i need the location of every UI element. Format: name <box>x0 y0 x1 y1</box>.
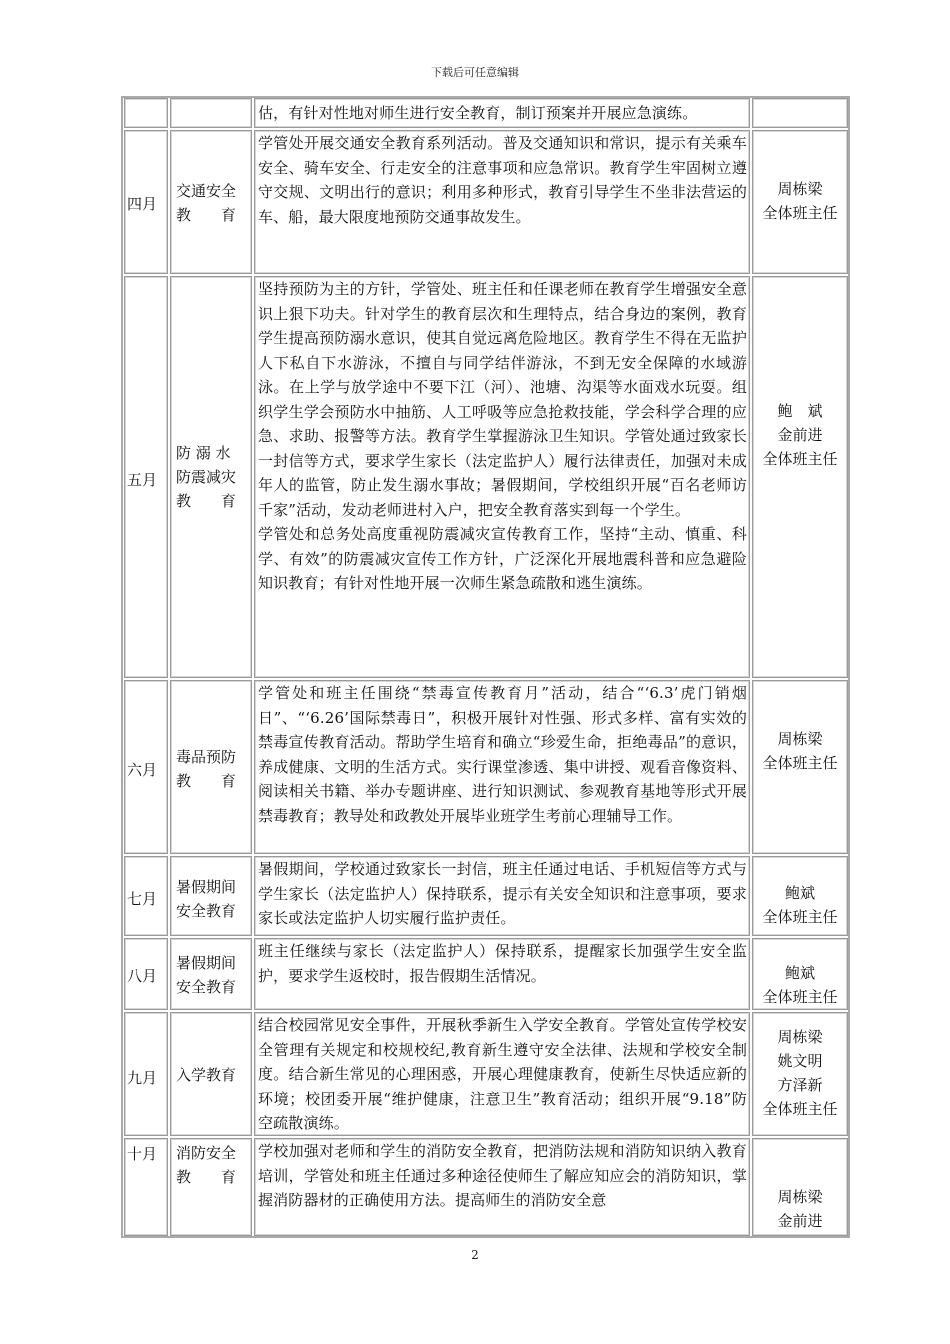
content-cell <box>254 1138 750 1236</box>
responsible-person: 金前进 <box>777 426 823 444</box>
responsible-cell <box>752 98 848 128</box>
responsible-cell <box>752 130 848 274</box>
table-row <box>124 856 848 936</box>
responsible-list <box>753 1025 847 1121</box>
page-number: 2 <box>471 1248 479 1262</box>
topic-cell <box>170 680 252 854</box>
responsible-list <box>753 399 847 471</box>
table-row <box>124 130 848 274</box>
month-label: 四月 <box>127 195 158 213</box>
table-row <box>124 98 848 128</box>
topic-label: 消防安全 教 育 <box>176 1144 237 1186</box>
responsible-person: 周栋梁 <box>777 180 823 198</box>
month-label: 九月 <box>127 1069 158 1087</box>
content-cell <box>254 680 750 854</box>
month-cell <box>124 856 168 936</box>
responsible-person: 鲍 斌 <box>777 402 823 420</box>
page-header: 下载后可任意编辑 <box>431 66 519 79</box>
responsible-cell <box>752 276 848 678</box>
month-cell <box>124 276 168 678</box>
content-paragraph: 班主任继续与家长（法定监护人）保持联系，提醒家长加强学生安全监护，要求学生返校时，报告假期生活情况。 <box>258 942 747 985</box>
content-paragraph: 学校加强对老师和学生的消防安全教育，把消防法规和消防知识纳入教育培训，学管处和班主任通过多种途径使师生了解应知应会的消防知识，掌握消防器材的正确使用方法。提高师生的消防安全意 <box>258 1142 747 1209</box>
content-text <box>258 857 747 931</box>
table-row <box>124 1138 848 1236</box>
responsible-person: 全体班主任 <box>762 908 838 926</box>
topic-label: 暑假期间 安全教育 <box>176 878 237 920</box>
content-text <box>258 1139 747 1213</box>
topic-label: 毒品预防 教 育 <box>176 748 237 790</box>
topic-cell <box>170 856 252 936</box>
responsible-list <box>753 177 847 225</box>
responsible-cell <box>752 680 848 854</box>
responsible-list <box>753 1185 847 1233</box>
responsible-cell <box>752 856 848 936</box>
content-cell <box>254 1012 750 1136</box>
month-cell <box>124 98 168 128</box>
content-paragraph: 学管处开展交通安全教育系列活动。普及交通知识和常识，提示有关乘车安全、骑车安全、行走安全的注意事项和应急常识。教育学生牢固树立遵守交规、文明出行的意识；利用多种形式，教育引导学生不坐非法营运的车、船，最大限度地预防交通事故发生。 <box>258 134 747 226</box>
responsible-list <box>753 727 847 775</box>
content-text <box>258 939 747 988</box>
responsible-person: 方泽新 <box>777 1076 823 1094</box>
responsible-person: 周栋梁 <box>777 730 823 748</box>
month-cell <box>124 1138 168 1236</box>
topic-cell <box>170 98 252 128</box>
month-label: 六月 <box>127 761 158 779</box>
responsible-person: 全体班主任 <box>762 450 838 468</box>
topic-label: 入学教育 <box>176 1066 237 1084</box>
content-paragraph: 学管处和总务处高度重视防震减灾宣传教育工作，坚持“主动、慎重、科学、有效”的防震减灾宣传工作方针，广泛深化开展地震科普和应急避险知识教育；有针对性地开展一次师生紧急疏散和逃生演练。 <box>258 525 747 592</box>
content-paragraph: 估，有针对性地对师生进行安全教育，制订预案并开展应急演练。 <box>258 104 698 122</box>
content-text <box>258 101 747 126</box>
content-text <box>258 681 747 828</box>
topic-label: 交通安全 教 育 <box>176 182 237 224</box>
topic-cell <box>170 130 252 274</box>
content-paragraph: 学管处和班主任围绕“禁毒宣传教育月”活动，结合“‘6.3’虎门销烟日”、“‘6.26’国际禁毒日”，积极开展针对性强、形式多样、富有实效的禁毒宣传教育活动。帮助学生培育和确立“珍爱生命，拒绝毒品”的意识，养成健康、文明的生活方式。实行课堂渗透、集中讲授、观看音像资料、阅读相关书籍、举办专题讲座、进行知识测试、参观教育基地等形式开展禁毒教育；教导处和政教处开展毕业班学生考前心理辅导工作。 <box>258 684 747 825</box>
responsible-person: 全体班主任 <box>762 1100 838 1118</box>
month-label: 五月 <box>127 471 158 489</box>
content-paragraph: 坚持预防为主的方针，学管处、班主任和任课老师在教育学生增强安全意识上狠下功夫。针对学生的教育层次和生理特点，结合身边的案例，教育学生提高预防溺水意识，使其自觉远离危险地区。教育学生不得在无监护人下私自下水游泳，不擅自与同学结伴游泳，不到无安全保障的水域游泳。在上学与放学途中不要下江（河）、池塘、沟渠等水面戏水玩耍。组织学生学会预防水中抽筋、人工呼吸等应急抢救技能，学会科学合理的应急、求助、报警等方法。教育学生掌握游泳卫生知识。学管处通过致家长一封信等方式，要求学生家长（法定监护人）履行法律责任，加强对未成年人的监管，防止发生溺水事故；暑假期间，学校组织开展“百名老师访千家”活动，发动老师进村入户，把安全教育落实到每一个学生。 <box>258 280 747 519</box>
responsible-person: 鲍斌 <box>784 964 815 982</box>
responsible-cell <box>752 938 848 1010</box>
responsible-person: 全体班主任 <box>762 204 838 222</box>
content-text <box>258 1013 747 1136</box>
month-cell <box>124 130 168 274</box>
responsible-person: 金前进 <box>777 1212 823 1230</box>
month-label: 七月 <box>127 890 158 908</box>
topic-label: 防 溺 水 防震减灾 教 育 <box>176 444 237 510</box>
table-row <box>124 680 848 854</box>
responsible-person: 鲍斌 <box>784 884 815 902</box>
table-row <box>124 1012 848 1136</box>
topic-cell <box>170 1012 252 1136</box>
content-cell <box>254 130 750 274</box>
month-cell <box>124 680 168 854</box>
content-cell <box>254 98 750 128</box>
month-cell <box>124 1012 168 1136</box>
month-cell <box>124 938 168 1010</box>
table-row <box>124 938 848 1010</box>
responsible-cell <box>752 1138 848 1236</box>
content-cell <box>254 276 750 678</box>
content-paragraph: 暑假期间，学校通过致家长一封信，班主任通过电话、手机短信等方式与学生家长（法定监护人）保持联系，提示有关安全知识和注意事项，要求家长或法定监护人切实履行监护责任。 <box>258 860 747 927</box>
content-cell <box>254 938 750 1010</box>
responsible-person: 周栋梁 <box>777 1188 823 1206</box>
content-cell <box>254 856 750 936</box>
topic-cell <box>170 276 252 678</box>
table-row <box>124 276 848 678</box>
responsible-person: 周栋梁 <box>777 1028 823 1046</box>
responsible-person: 姚文明 <box>777 1052 823 1070</box>
topic-label: 暑假期间 安全教育 <box>176 954 237 996</box>
content-text <box>258 131 747 229</box>
responsible-person: 全体班主任 <box>762 754 838 772</box>
content-text <box>258 277 747 596</box>
responsible-list <box>753 961 847 1009</box>
content-paragraph: 结合校园常见安全事件，开展秋季新生入学安全教育。学管处宣传学校安全管理有关规定和校规校纪,教育新生遵守安全法律、法规和学校安全制度。结合新生常见的心理困惑，开展心理健康教育，使新生尽快适应新的环境；校团委开展“维护健康，注意卫生”教育活动；组织开展“9.18”防空疏散演练。 <box>258 1016 747 1132</box>
topic-cell <box>170 938 252 1010</box>
topic-cell <box>170 1138 252 1236</box>
month-label: 十月 <box>127 1145 158 1163</box>
responsible-cell <box>752 1012 848 1136</box>
responsible-list <box>753 881 847 929</box>
month-label: 八月 <box>127 967 158 985</box>
responsible-person: 全体班主任 <box>762 988 838 1006</box>
